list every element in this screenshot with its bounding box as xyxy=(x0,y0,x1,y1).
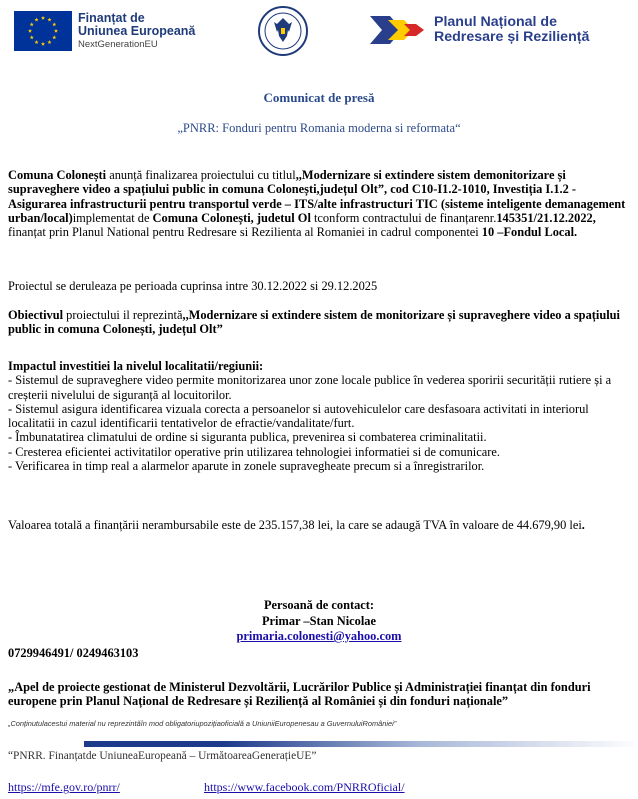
objective-label: Obiectivul xyxy=(8,308,64,322)
impact-section xyxy=(8,359,630,473)
intro-text-3: tconform contractului de finanțarenr. xyxy=(310,210,497,225)
intro-contract-number: 145351/21.12.2022, xyxy=(496,210,596,225)
impact-item: - Sistemul asigura identificarea vizuala corecta a persoanelor si autovehiculelor care desfasoara activitati in interiorul localitatii in cazul identificarii tentativelor de efractie/vandalitate/furt. xyxy=(8,401,589,431)
impact-item: - Sistemul de supraveghere video permite monitorizarea unor zone locale publice în vederea sporirii securității rutiere și a creșterii nivelului de siguranță al locuitorilor. xyxy=(8,373,612,402)
page-subtitle: „PNRR: Fonduri pentru Romania moderna si reformata“ xyxy=(177,121,461,135)
government-seal-icon xyxy=(258,6,308,56)
pnrr-line1: Planul Național de xyxy=(434,13,557,30)
footer-divider xyxy=(84,741,638,747)
mfe-link[interactable]: https://mfe.gov.ro/pnrr/ xyxy=(8,780,120,794)
eu-flag-icon xyxy=(14,11,72,51)
disclaimer: „Conținutulacestui material nu reprezintăîn mod obligatoriupozițiaoficială a UniuniiEuropenesau a GuvernuluiRomâniei” xyxy=(8,719,397,728)
funding-text: Valoarea totală a finanțării nerambursabile este de 235.157,38 lei, la care se adaugă TVA în valoare de 44.679,90 lei xyxy=(8,518,582,532)
contact-email-link[interactable]: primaria.colonesti@yahoo.com xyxy=(236,629,402,643)
impact-heading: Impactul investitiei la nivelul localitatii/regiunii: xyxy=(8,359,264,373)
pnrr-line2: Redresare și Reziliență xyxy=(434,29,590,45)
intro-paragraph xyxy=(8,168,630,239)
contact-phones: 0729946491/ 0249463103 xyxy=(8,646,139,660)
eu-logo xyxy=(14,11,195,51)
project-period: Proiectul se deruleaza pe perioada cuprinsa intre 30.12.2022 si 29.12.2025 xyxy=(8,279,378,293)
intro-project-title: ,,Modernizare si extindere sistem demonitorizare și supraveghere video a spațiului public in comuna Colonești,județul Olt”, cod C10-I1.2-1010, Investiția I.1.2 - Asigurarea infrastructurii pentru transportul verde – ITS/alte infrastructuri TIC (sisteme inteligente demanagement urban/local) xyxy=(8,168,626,225)
impact-item: - Îmbunatatirea climatului de ordine si siguranta publica, prevenirea si combaterea criminalitatii. xyxy=(8,430,487,445)
pnrr-arrow-icon xyxy=(368,12,428,48)
intro-component: 10 –Fondul Local. xyxy=(481,225,578,240)
objective-paragraph xyxy=(8,308,630,337)
contact-block xyxy=(0,598,638,645)
pnrr-logo xyxy=(368,12,589,48)
page-title: Comunicat de presă xyxy=(263,90,375,105)
objective-title: ,,Modernizare si extindere sistem de monitorizare și supraveghere video a spațiului public in comuna Colonești, județul Olt” xyxy=(8,308,621,337)
intro-text-4: finanțat prin Planul National pentru Redresare si Rezilienta al Romaniei in cadrul componentei xyxy=(8,225,482,240)
header-logos xyxy=(0,0,638,70)
closing-statement: „Apel de proiecte gestionat de Ministerul Dezvoltării, Lucrărilor Publice și Administrației finanțat din fonduri europene prin Planul Național de Redresare și Reziliență al României și din fonduri naționale” xyxy=(8,680,591,709)
impact-item: - Verificarea in timp real a alarmelor aparute in zonele supravegheate precum si a înregistrarilor. xyxy=(8,459,485,474)
impact-item: - Cresterea eficientei activitatilor operative prin utilizarea tehnologiei informatiei si de comunicare. xyxy=(8,444,500,459)
intro-implementer: Comuna Colonești, judetul Ol xyxy=(152,210,311,225)
eu-line3: NextGenerationEU xyxy=(78,39,158,51)
eu-line1: Finanțat de xyxy=(78,10,145,25)
intro-text-2: implementat de xyxy=(72,210,153,225)
funding-dot: . xyxy=(581,518,585,532)
footer-note: “PNRR. Finanțatde UniuneaEuropeană – UrmătoareaGenerațieUE” xyxy=(8,750,317,762)
intro-text-1: anunță finalizarea proiectului cu titlul xyxy=(106,168,296,182)
facebook-link[interactable]: https://www.facebook.com/PNRROficial/ xyxy=(204,780,405,794)
eu-line2: Uniunea Europeană xyxy=(78,24,196,39)
contact-name: Primar –Stan Nicolae xyxy=(261,613,377,628)
objective-text: proiectului il reprezintă xyxy=(63,308,183,322)
contact-label: Persoană de contact: xyxy=(263,598,375,612)
intro-commune: Comuna Colonești xyxy=(8,168,107,182)
funding-paragraph xyxy=(8,518,630,532)
